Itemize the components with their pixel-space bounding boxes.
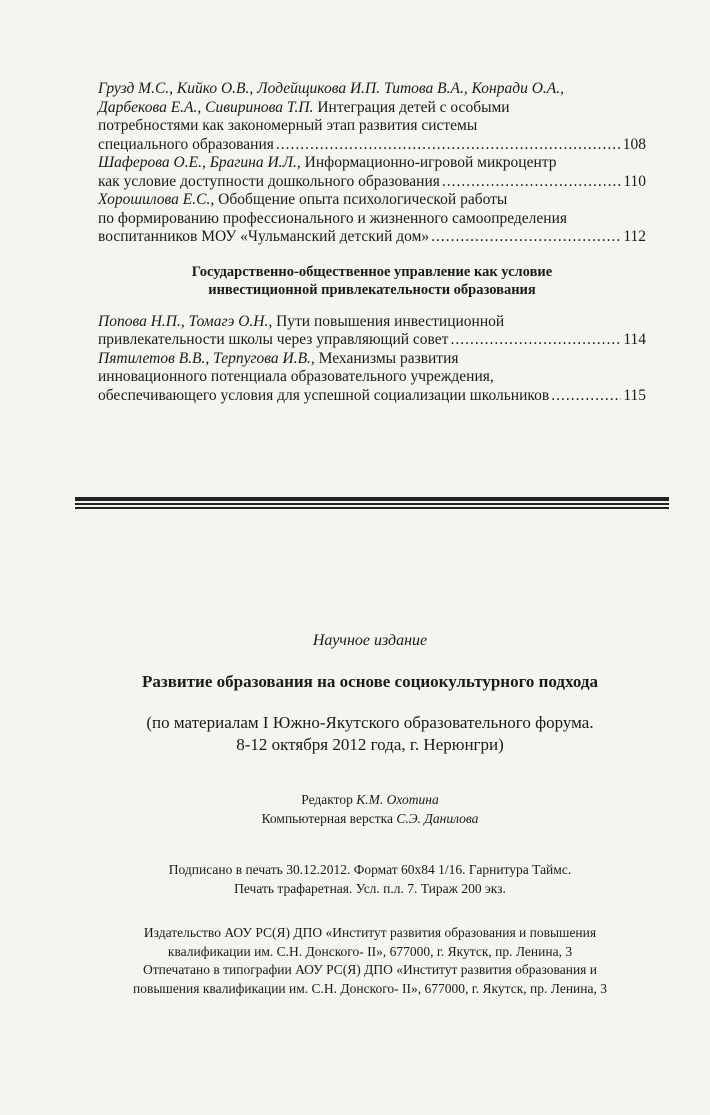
entry-title: инновационного потенциала образовательного учреждения, — [98, 368, 494, 385]
entry-authors: Хорошилова Е.С., — [98, 191, 215, 208]
toc-entry-5 — [98, 350, 646, 406]
entry-authors: Дарбекова Е.А., Сивиринова Т.П. — [98, 98, 314, 116]
publisher-line: Издательство АОУ РС(Я) ДПО «Институт развития образования и повышения — [143, 925, 597, 940]
editor-name: К.М. Охотина — [356, 792, 439, 807]
entry-title: воспитанников МОУ «Чульманский детский дом» — [98, 228, 430, 245]
entry-authors: Грузд М.С., Кийко О.В., Лодейщикова И.П. Титова В.А., Конради О.А., — [98, 80, 564, 97]
page-number: 110 — [623, 172, 646, 190]
double-rule-divider — [75, 497, 669, 509]
editor-label: Редактор — [301, 792, 357, 807]
section-heading — [98, 263, 646, 299]
printer-line: Отпечатано в типографии АОУ РС(Я) ДПО «Институт развития образования и — [143, 962, 597, 977]
table-of-contents — [98, 80, 646, 405]
section-heading-line: инвестиционной привлекательности образования — [208, 281, 536, 298]
layout-name: С.Э. Данилова — [396, 811, 479, 826]
editor-credit — [90, 790, 650, 809]
toc-entry-1 — [98, 80, 646, 154]
layout-credit — [90, 809, 650, 828]
dot-leader — [276, 136, 621, 155]
print-details — [90, 860, 650, 898]
publisher-details — [90, 924, 650, 998]
page-number: 115 — [623, 386, 646, 404]
entry-title: Интеграция детей с особыми — [313, 98, 510, 116]
dot-leader — [442, 173, 621, 192]
book-subtitle — [90, 712, 650, 756]
subtitle-line: (по материалам I Южно-Якутского образовательного форума. — [146, 713, 594, 732]
entry-title: специального образования — [98, 135, 274, 153]
subtitle-line: 8-12 октября 2012 года, г. Нерюнгри) — [236, 735, 504, 754]
printer-line: повышения квалификации им. С.Н. Донского- II», 677000, г. Якутск, пр. Ленина, 3 — [133, 980, 607, 996]
page-number: 114 — [623, 331, 646, 348]
entry-authors: Попова Н.П., Томагэ О.Н., — [98, 312, 273, 330]
print-line: Печать трафаретная. Усл. п.л. 7. Тираж 200 экз. — [234, 881, 506, 896]
entry-authors: Шаферова О.Е., Брагина И.Л., — [98, 154, 301, 171]
toc-entry-4 — [98, 313, 646, 350]
entry-title: Информационно-игровой микроцентр — [300, 154, 557, 171]
rule-medium — [75, 507, 669, 510]
dot-leader — [450, 331, 621, 350]
entry-title: обеспечивающего условия для успешной социализации школьников — [98, 386, 550, 404]
entry-title: Пути повышения инвестиционной — [272, 312, 505, 330]
page-number: 112 — [623, 228, 646, 245]
dot-leader — [431, 228, 621, 247]
toc-entry-3 — [98, 191, 646, 247]
section-heading-line: Государственно-общественное управление как условие — [191, 263, 553, 280]
book-title: Развитие образования на основе социокультурного подхода — [142, 672, 598, 691]
credits — [90, 790, 650, 828]
entry-title: по формированию профессионального и жизненного самоопределения — [98, 209, 568, 227]
entry-title: Механизмы развития — [314, 349, 459, 367]
print-line: Подписано в печать 30.12.2012. Формат 60х84 1/16. Гарнитура Таймс. — [168, 862, 572, 877]
layout-label: Компьютерная верстка — [261, 811, 397, 826]
toc-entry-2 — [98, 154, 646, 191]
entry-title: потребностями как закономерный этап развития системы — [98, 117, 478, 134]
page-number: 108 — [622, 135, 646, 153]
entry-title: привлекательности школы через управляющий совет — [98, 331, 449, 348]
entry-authors: Пятилетов В.В., Терпугова И.В., — [98, 349, 315, 367]
dot-leader — [551, 387, 621, 406]
entry-title: как условие доступности дошкольного образования — [98, 172, 440, 190]
imprint-block — [90, 632, 650, 998]
publication-kind: Научное издание — [312, 632, 428, 649]
publisher-line: квалификации им. С.Н. Донского- II», 677000, г. Якутск, пр. Ленина, 3 — [167, 943, 573, 959]
entry-title: Обобщение опыта психологической работы — [214, 191, 508, 208]
